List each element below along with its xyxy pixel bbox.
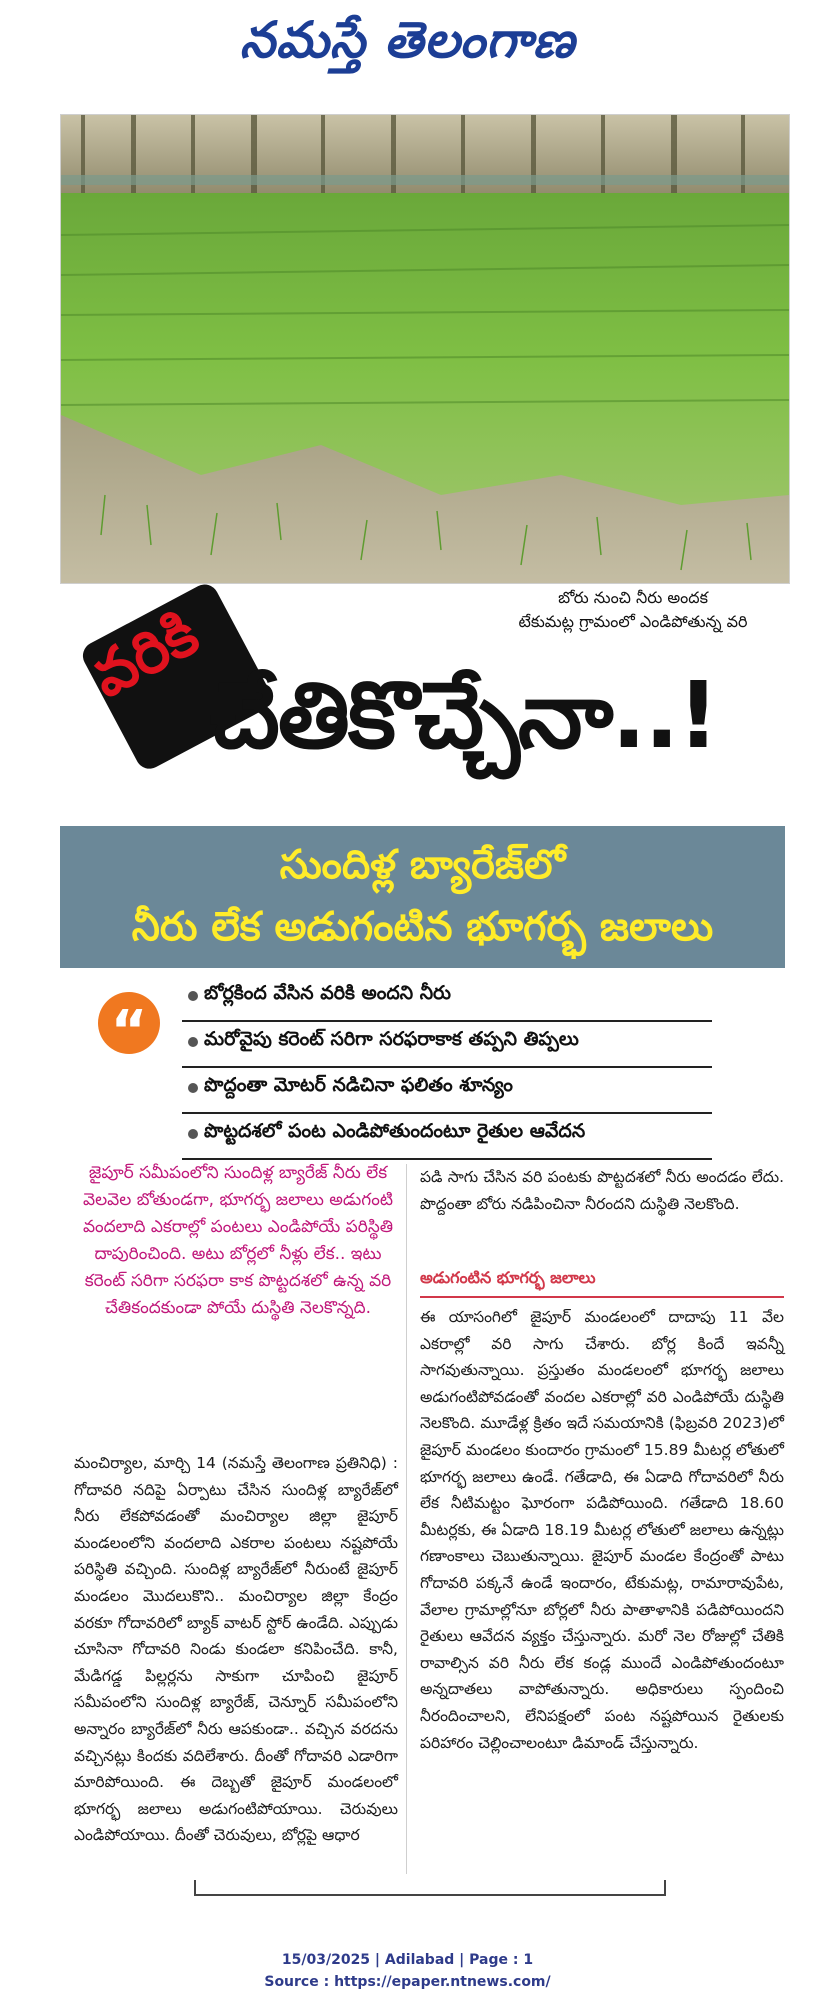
- highlight-item: [182, 1068, 712, 1114]
- highlight-item: [182, 1022, 712, 1068]
- bullet-dot-icon: [188, 1037, 198, 1047]
- highlight-text: పొద్దంతా మోటర్ నడిచినా ఫలితం శూన్యం: [204, 1074, 513, 1096]
- subheading-text: అడుగంటిన భూగర్భ జలాలు: [420, 1268, 596, 1287]
- headline-word2: చేతికొచ్చేనా..!: [210, 662, 718, 769]
- column-divider: [406, 1164, 407, 1874]
- footer-source: Source : https://epaper.ntnews.com/: [264, 1974, 551, 1990]
- headline: [20, 598, 800, 810]
- bullet-dot-icon: [188, 991, 198, 1001]
- body-column-right-top: పడి సాగు చేసిన వరి పంటకు పొట్టదశలో నీరు అందడం లేదు. పొద్దంతా బోరు నడిపించినా నీరందని దుస్థితి నెలకొంది.: [420, 1168, 784, 1213]
- highlight-text: పొట్టదశలో పంట ఎండిపోతుందంటూ రైతుల ఆవేదన: [204, 1120, 586, 1142]
- highlight-item: [182, 976, 712, 1022]
- highlight-text: బోర్లకింద వేసిన వరికి అందని నీరు: [204, 982, 451, 1004]
- highlights-list: [182, 976, 712, 1160]
- footer-edition: 15/03/2025 | Adilabad | Page : 1: [281, 1952, 534, 1968]
- masthead-title: నమస్తే తెలంగాణ: [239, 11, 576, 69]
- deck-line1: సుందిళ్ల బ్యారేజ్‌లో: [279, 842, 566, 888]
- lead-paragraph: జైపూర్ సమీపంలోని సుందిళ్ల బ్యారేజ్ నీరు లేక వెలవెల బోతుండగా, భూగర్భ జలాలు అడుగంటి వందలాది ఎకరాల్లో పంటలు ఎండిపోయే పరిస్థితి దాపురించింది. అటు బోర్లలో నీళ్లు లేక.. ఇటు కరెంట్ సరిగా సరఫరా కాక పొట్టదశలో ఉన్న వరి చేతికందకుండా పోయే దుస్థితి నెలకొన్నది.: [82, 1163, 394, 1318]
- deck-line2: నీరు లేక అడుగంటిన భూగర్భ జలాలు: [131, 904, 714, 950]
- masthead: [0, 4, 815, 76]
- body-column-right-bottom: ఈ యాసంగిలో జైపూర్ మండలంలో దాదాపు 11 వేల ఎకరాల్లో వరి సాగు చేశారు. బోర్ల కిందే ఇవన్నీ సాగవుతున్నాయి. ప్రస్తుతం మండలంలో భూగర్భ జలాలు అడుగంటిపోవడంతో వందల ఎకరాల్లో వరి ఎండిపోయే దుస్థితి నెలకొంది. మూడేళ్ల క్రితం ఇదే సమయానికి (ఫిబ్రవరి 2023)లో జైపూర్ మండలం కుందారం గ్రామంలో 15.89 మీటర్ల లోతులో భూగర్భ జలాలు ఉండే. గతేడాది, ఈ ఏడాది గోదావరిలో నీరు లేక నీటిమట్టం ఘోరంగా పడిపోయింది. గతేడాది 18.60 మీటర్లకు, ఈ ఏడాది 18.19 మీటర్ల లోతులో జలాలు ఉన్నట్లు గణాంకాలు చెబుతున్నాయి. జైపూర్ మండల కేంద్రంతో పాటు గోదావరి పక్కనే ఉండే ఇందారం, టేకుమట్ల, రామారావుపేట, వేలాల గ్రామాల్లోనూ బోర్లలో నీరు పాతాళానికి పడిపోయిందని రైతులు ఆవేదన వ్యక్తం చేస్తున్నారు. మరో నెల రోజుల్లో చేతికి రావాల్సిన వరి నీరు లేక కండ్ల ముందే ఎండిపోతుందంటూ అన్నదాతలు వాపోతున్నారు. అధికారులు స్పందించి నీరందించాలని, లేనిపక్షంలో పంట నష్టపోయిన రైతులకు పరిహారం చెల్లించాలంటూ డిమాండ్ చేస్తున్నారు.: [420, 1308, 784, 1752]
- headline-word1: వరికి: [80, 598, 210, 712]
- subheading: [420, 1264, 784, 1298]
- article-end-bracket: [194, 1880, 666, 1896]
- photo-caption-line2: టేకుమట్ల గ్రామంలో ఎండిపోతున్న వరి: [518, 612, 748, 631]
- bullet-dot-icon: [188, 1129, 198, 1139]
- deck-banner: [60, 826, 785, 968]
- highlight-text: మరోవైపు కరెంట్ సరిగా సరఫరాకాక తప్పని తిప్పలు: [204, 1028, 579, 1050]
- bullet-dot-icon: [188, 1083, 198, 1093]
- paddy-field-photo: [60, 114, 790, 584]
- body-column-left: మంచిర్యాల, మార్చి 14 (నమస్తే తెలంగాణ ప్రతినిధి) : గోదావరి నదిపై ఏర్పాటు చేసిన సుందిళ్ల బ్యారేజ్‌లో నీరు లేకపోవడంతో మంచిర్యాల జిల్లా జైపూర్ మండలంలోని వందలాది ఎకరాల పంటలు నష్టపోయే పరిస్థితి వచ్చింది. సుందిళ్ల బ్యారేజ్‌లో నీరుంటే జైపూర్ మండలం మొదలుకొని.. మంచిర్యాల జిల్లా కేంద్రం వరకూ గోదావరిలో బ్యాక్ వాటర్ స్టోర్ ఉండేది. ఎప్పుడు చూసినా గోదావరి నిండు కుండలా కనిపించేది. కానీ, మేడిగడ్డ పిల్లర్లను సాకుగా చూపించి జైపూర్ సమీపంలోని సుందిళ్ల బ్యారేజ్, చెన్నూర్ సమీపంలోని అన్నారం బ్యారేజ్‌లో నీరు ఆపకుండా.. వచ్చిన వరదను వచ్చినట్లు కిందకు వదిలేశారు. దీంతో గోదావరి ఎడారిగా మారిపోయింది. ఈ దెబ్బతో జైపూర్ మండలంలో భూగర్భ జలాలు అడుగంటిపోయాయి. చెరువులు ఎండిపోయాయి. దీంతో చెరువులు, బోర్లపై ఆధార: [74, 1454, 398, 1845]
- highlight-item: [182, 1114, 712, 1160]
- photo-caption-line1: బోరు నుంచి నీరు అందక: [558, 588, 708, 607]
- quote-icon: “: [98, 992, 160, 1054]
